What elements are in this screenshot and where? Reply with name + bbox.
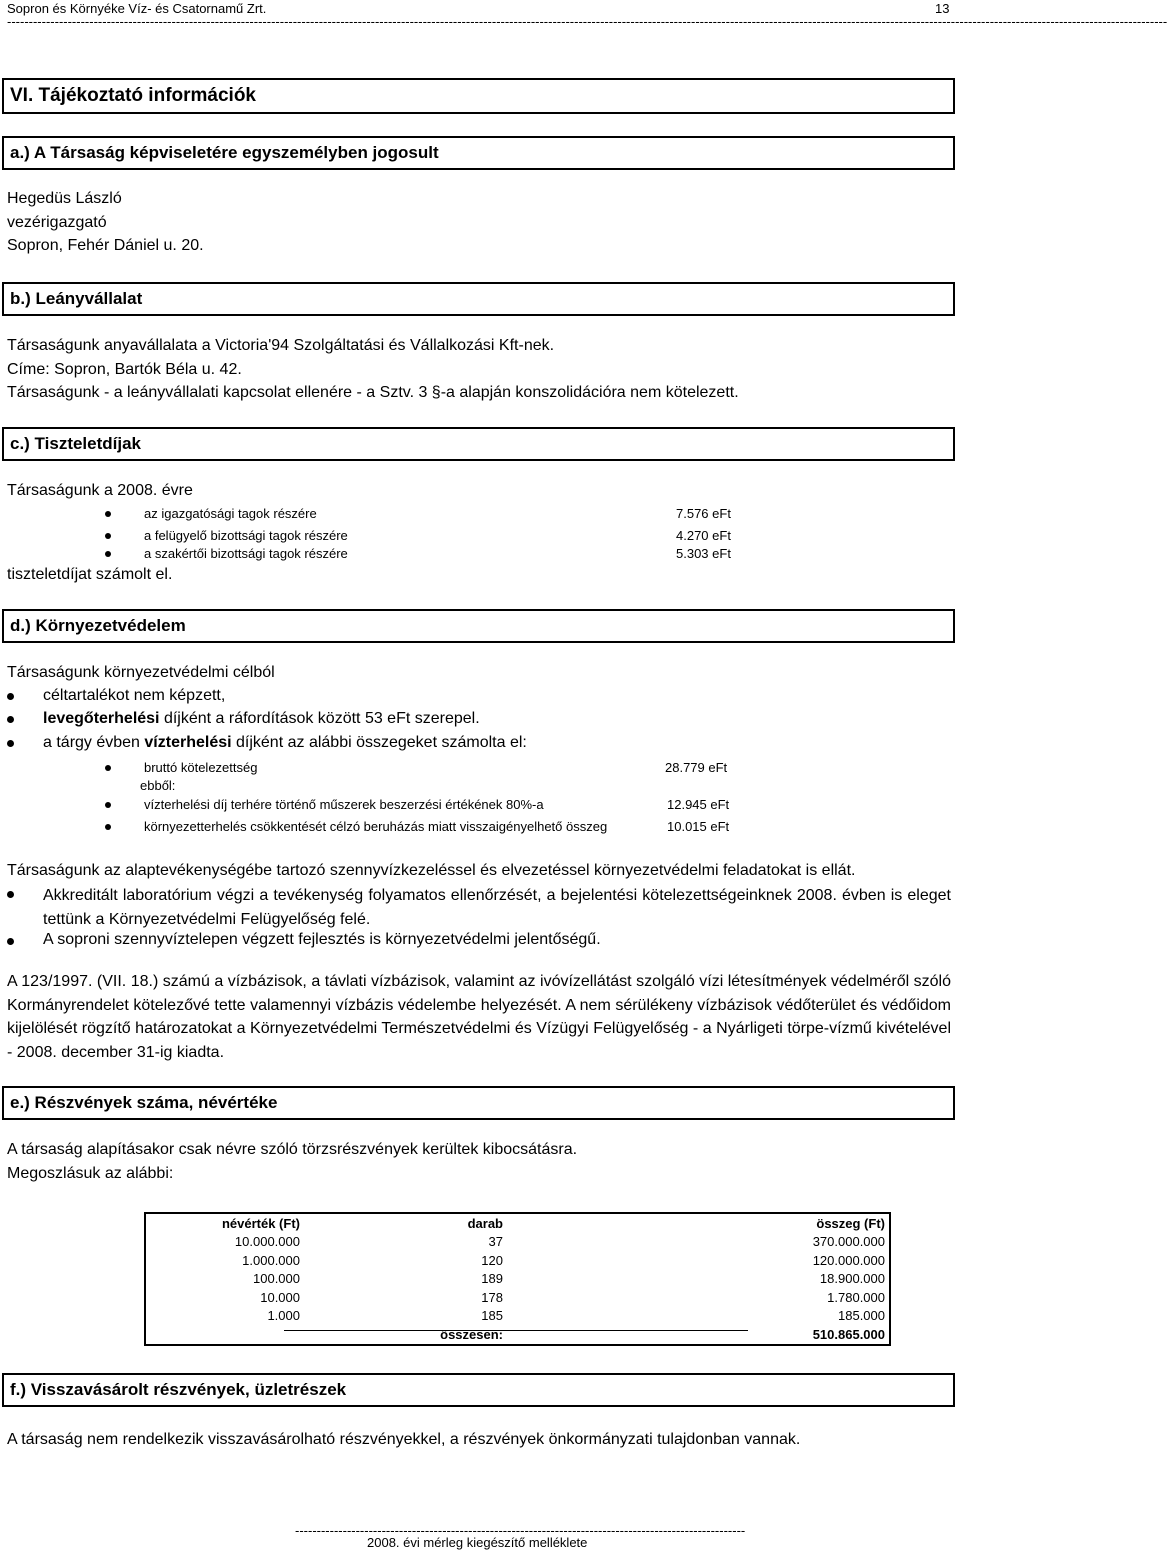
water-load-pre: a tárgy évben [43, 734, 145, 751]
header-face-value: névérték (Ft) [221, 1215, 300, 1231]
section-f-box [2, 1373, 955, 1407]
subsidiary-line-2: Címe: Sopron, Bartók Béla u. 42. [7, 361, 242, 378]
bullet-icon [7, 891, 14, 898]
section-a-box [2, 136, 955, 170]
water-base-protection-paragraph: A 123/1997. (VII. 18.) számú a vízbázisok, a távlati vízbázisok, valamint az ivóvízellátást szolgáló vízi létesítmények védelméről szóló Kormányrendelet kötelezővé tette valamennyi vízbázis védelembe helyezését. A nem sérülékeny vízbázisok védőterület és védőidom kijelölését rögzítő határozatokat a Környezetvédelmi Természetvédelmi és Vízügyi Felügyelőség - a Nyárligeti törpe-vízmű kivételével - 2008. december 31-ig kiadta. [7, 973, 951, 1061]
fee-value-1: 7.576 eFt [676, 506, 731, 521]
total-spacer [145, 1325, 304, 1345]
face-value-cell: 1.000 [267, 1308, 300, 1324]
shares-paragraph-1: A társaság alapításakor csak névre szóló törzsrészvények kerültek kibocsátásra. [7, 1141, 578, 1158]
table-row [145, 1288, 890, 1307]
count-cell: 178 [481, 1289, 503, 1305]
instrument-purchase-value: 12.945 eFt [667, 797, 730, 812]
gross-liability-value: 28.779 eFt [665, 760, 728, 775]
amount-cell: 18.900.000 [819, 1271, 885, 1287]
face-value-cell: 10.000 [260, 1289, 300, 1305]
air-load-fee-term: levegőterhelési [43, 710, 160, 727]
face-value-cell: 10.000.000 [234, 1234, 300, 1250]
instrument-purchase-label: vízterhelési díj terhére történő műszerek beszerzési értékének 80%-a [144, 797, 544, 812]
fees-outro: tiszteletdíjat számolt el. [7, 566, 173, 583]
face-value-cell: 100.000 [253, 1271, 300, 1287]
fees-intro: Társaságunk a 2008. évre [7, 482, 193, 499]
laboratory-bullet: Akkreditált laboratórium végzi a tevékenység folyamatos ellenőrzését, a bejelentési kötelezettségeinknek 2008. évben is eleget tettünk a Környezetvédelmi Felügyelőség felé. [43, 887, 951, 928]
bullet-icon [105, 824, 111, 830]
env-bullet-1: céltartalékot nem képzett, [43, 687, 226, 704]
bullet-icon [7, 740, 14, 747]
count-cell: 37 [488, 1234, 503, 1250]
table-header-row [145, 1213, 890, 1233]
header-amount: összeg (Ft) [816, 1215, 885, 1231]
count-cell: 189 [481, 1271, 503, 1287]
bullet-icon [105, 802, 111, 808]
page-number: 13 [935, 1, 950, 16]
company-name: Sopron és Környéke Víz- és Csatornamű Zrt. [7, 1, 267, 16]
footer-text: 2008. évi mérleg kiegészítő melléklete [367, 1535, 588, 1550]
buyback-paragraph: A társaság nem rendelkezik visszavásárolható részvényekkel, a részvények önkormányzati tulajdonban vannak. [7, 1431, 801, 1448]
section-b-box [2, 282, 955, 316]
shares-paragraph-2: Megoszlásuk az alábbi: [7, 1165, 174, 1182]
bullet-icon [7, 716, 14, 723]
table-row [145, 1270, 890, 1289]
gross-liability-label: bruttó kötelezettség [144, 760, 258, 775]
section-c-box [2, 427, 955, 461]
section-title-box [2, 78, 955, 114]
fee-value-2: 4.270 eFt [676, 528, 731, 543]
section-e-box [2, 1086, 955, 1120]
subsidiary-line-1: Társaságunk anyavállalata a Victoria'94 Szolgáltatási és Vállalkozási Kft-nek. [7, 337, 555, 354]
subsidiary-line-3: Társaságunk - a leányvállalati kapcsolat ellenére - a Sztv. 3 §-a alapján konszolidációra nem kötelezett. [7, 384, 739, 401]
env-intro: Társaságunk környezetvédelmi célból [7, 664, 275, 681]
footer-divider: -------------------------------------------------------------------------------------------------------- [295, 1523, 746, 1538]
bullet-icon [105, 511, 111, 517]
bullet-icon [105, 551, 111, 557]
reclaimable-amount-value: 10.015 eFt [667, 819, 730, 834]
bullet-icon [7, 693, 14, 700]
reclaimable-amount-label: környezetterhelés csökkentését célzó beruházás miatt visszaigényelhető összeg [144, 819, 608, 834]
section-b-title: b.) Leányvállalat [10, 289, 143, 308]
bullet-icon [7, 938, 14, 945]
section-e-title: e.) Részvények száma, névértéke [10, 1093, 278, 1112]
amount-cell: 370.000.000 [812, 1234, 885, 1250]
header-count: darab [467, 1215, 503, 1231]
table-row [145, 1307, 890, 1326]
env-bullet-3 [43, 734, 527, 752]
amount-cell: 185.000 [838, 1308, 885, 1324]
section-a-title: a.) A Társaság képviseletére egyszemélyben jogosult [10, 143, 439, 162]
total-label: összesen: [440, 1326, 503, 1342]
representative-title: vezérigazgató [7, 214, 107, 231]
header-divider: ---------------------------------------------------------------------------------------------------------------------------------------------------------------------------------------------------------------------------------------------------------------------------- [7, 14, 1167, 29]
fee-value-3: 5.303 eFt [676, 546, 731, 561]
fee-label-2: a felügyelő bizottsági tagok részére [144, 528, 348, 543]
env-bullet-2 [43, 710, 480, 728]
air-load-fee-text: díjként a ráfordítások között 53 eFt szerepel. [159, 710, 480, 727]
treatment-plant-bullet: A soproni szennyvíztelepen végzett fejlesztés is környezetvédelmi jelentőségű. [43, 931, 601, 948]
count-cell: 185 [481, 1308, 503, 1324]
section-f-title: f.) Visszavásárolt részvények, üzletrészek [10, 1380, 347, 1399]
total-value: 510.865.000 [812, 1326, 885, 1342]
representative-name: Hegedüs László [7, 190, 122, 207]
amount-cell: 1.780.000 [827, 1289, 885, 1305]
representative-address: Sopron, Fehér Dániel u. 20. [7, 237, 204, 254]
section-d-title: d.) Környezetvédelem [10, 616, 186, 635]
water-load-rest: díjként az alábbi összegeket számolta el: [231, 734, 527, 751]
of-which-label: ebből: [140, 778, 176, 793]
amount-cell: 120.000.000 [812, 1252, 885, 1268]
table-row [145, 1251, 890, 1270]
fee-label-3: a szakértői bizottsági tagok részére [144, 546, 348, 561]
section-title: VI. Tájékoztató információk [10, 85, 256, 106]
bullet-icon [105, 533, 111, 539]
water-load-fee-term: vízterhelési [144, 734, 232, 751]
section-c-title: c.) Tiszteletdíjak [10, 434, 142, 453]
bullet-icon [105, 765, 111, 771]
total-divider [284, 1330, 748, 1351]
section-d-box [2, 609, 955, 643]
face-value-cell: 1.000.000 [242, 1252, 300, 1268]
count-cell: 120 [481, 1252, 503, 1268]
fee-label-1: az igazgatósági tagok részére [144, 506, 317, 521]
wastewater-paragraph: Társaságunk az alaptevékenységébe tartozó szennyvízkezeléssel és elvezetéssel környezetvédelmi feladatokat is ellát. [7, 862, 856, 879]
table-row [145, 1233, 890, 1252]
shares-table [144, 1212, 891, 1346]
